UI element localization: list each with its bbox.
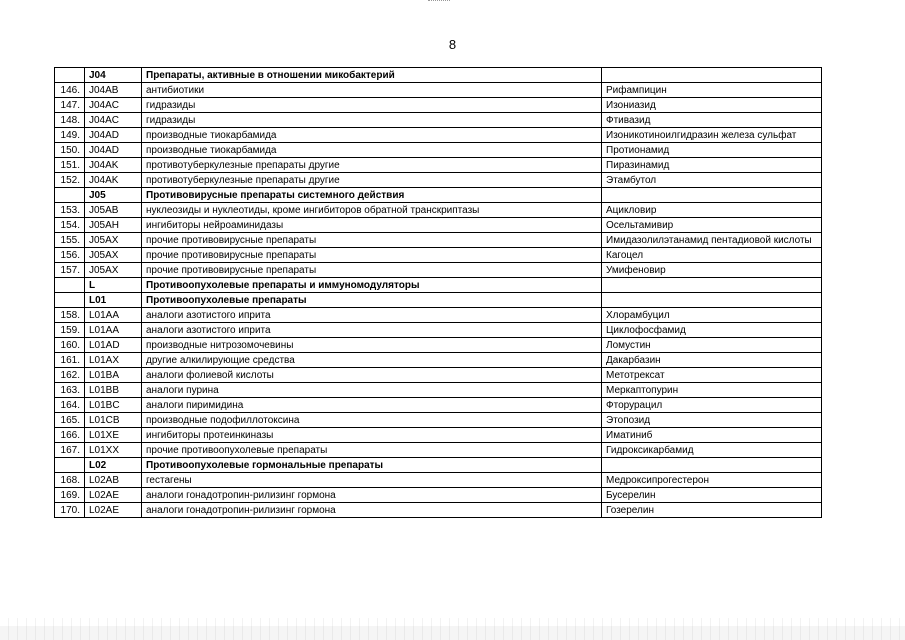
atc-code-cell: J05AX [85, 263, 142, 278]
table-row [55, 158, 822, 173]
drug-name-cell [602, 293, 822, 308]
group-name-cell: аналоги азотистого иприта [142, 308, 602, 323]
atc-code-cell: L01XX [85, 443, 142, 458]
row-number-cell: 159. [55, 323, 85, 338]
table-row [55, 413, 822, 428]
table-row [55, 383, 822, 398]
table-row [55, 398, 822, 413]
row-number-cell: 150. [55, 143, 85, 158]
drug-name-cell: Хлорамбуцил [602, 308, 822, 323]
group-header-row [55, 458, 822, 473]
table-row [55, 428, 822, 443]
row-number-cell: 147. [55, 98, 85, 113]
atc-code-cell: J05AX [85, 248, 142, 263]
group-name-cell: производные подофиллотоксина [142, 413, 602, 428]
atc-code-cell: J04AC [85, 113, 142, 128]
drug-name-cell: Изоникотиноилгидразин железа сульфат [602, 128, 822, 143]
atc-code-cell: L01AA [85, 308, 142, 323]
group-name-cell: аналоги азотистого иприта [142, 323, 602, 338]
atc-code-cell: J04 [85, 68, 142, 83]
row-number-cell: 153. [55, 203, 85, 218]
group-name-cell: Препараты, активные в отношении микобактерий [142, 68, 602, 83]
group-name-cell: гестагены [142, 473, 602, 488]
drug-name-cell: Этамбутол [602, 173, 822, 188]
row-number-cell: 157. [55, 263, 85, 278]
table-row [55, 353, 822, 368]
group-name-cell: прочие противовирусные препараты [142, 233, 602, 248]
row-number-cell: 169. [55, 488, 85, 503]
table-row [55, 368, 822, 383]
table-row [55, 98, 822, 113]
atc-code-cell: J04AD [85, 143, 142, 158]
table-row [55, 338, 822, 353]
row-number-cell: 168. [55, 473, 85, 488]
drug-name-cell: Имидазолилэтанамид пентадиовой кислоты [602, 233, 822, 248]
row-number-cell: 170. [55, 503, 85, 518]
drug-name-cell [602, 188, 822, 203]
drug-name-cell: Умифеновир [602, 263, 822, 278]
table-row [55, 173, 822, 188]
table-row [55, 503, 822, 518]
group-name-cell: аналоги пиримидина [142, 398, 602, 413]
atc-code-cell: L01AA [85, 323, 142, 338]
atc-code-cell: J04AC [85, 98, 142, 113]
group-name-cell: ингибиторы нейроаминидазы [142, 218, 602, 233]
table-row [55, 83, 822, 98]
table-body [55, 68, 822, 518]
row-number-cell: 152. [55, 173, 85, 188]
drug-name-cell: Ацикловир [602, 203, 822, 218]
table-row [55, 443, 822, 458]
table-row [55, 233, 822, 248]
group-name-cell: гидразиды [142, 98, 602, 113]
atc-code-cell: L01CB [85, 413, 142, 428]
group-name-cell: прочие противовирусные препараты [142, 263, 602, 278]
page-number: 8 [448, 37, 457, 52]
row-number-cell [55, 68, 85, 83]
row-number-cell [55, 278, 85, 293]
table-row [55, 143, 822, 158]
atc-code-cell: J05AX [85, 233, 142, 248]
drug-name-cell: Фторурацил [602, 398, 822, 413]
table-row [55, 248, 822, 263]
row-number-cell: 155. [55, 233, 85, 248]
row-number-cell: 165. [55, 413, 85, 428]
atc-code-cell: L01AX [85, 353, 142, 368]
scan-artifact-bottom [0, 618, 905, 640]
table-row [55, 263, 822, 278]
atc-code-cell: L01XE [85, 428, 142, 443]
group-name-cell: Противовирусные препараты системного действия [142, 188, 602, 203]
table-row [55, 203, 822, 218]
atc-code-cell: L [85, 278, 142, 293]
atc-code-cell: L01AD [85, 338, 142, 353]
row-number-cell: 164. [55, 398, 85, 413]
atc-code-cell: J04AK [85, 158, 142, 173]
atc-code-cell: L01BA [85, 368, 142, 383]
atc-code-cell: L02AB [85, 473, 142, 488]
table-row [55, 323, 822, 338]
drug-table [54, 67, 822, 518]
atc-code-cell: J04AK [85, 173, 142, 188]
row-number-cell: 156. [55, 248, 85, 263]
group-header-row [55, 68, 822, 83]
table-row [55, 488, 822, 503]
drug-name-cell: Изониазид [602, 98, 822, 113]
group-header-row [55, 188, 822, 203]
row-number-cell [55, 188, 85, 203]
row-number-cell: 146. [55, 83, 85, 98]
drug-name-cell: Метотрексат [602, 368, 822, 383]
group-name-cell: производные тиокарбамида [142, 143, 602, 158]
drug-name-cell: Кагоцел [602, 248, 822, 263]
row-number-cell: 148. [55, 113, 85, 128]
group-name-cell: противотуберкулезные препараты другие [142, 158, 602, 173]
drug-name-cell: Гидроксикарбамид [602, 443, 822, 458]
atc-code-cell: J04AD [85, 128, 142, 143]
table-row [55, 113, 822, 128]
group-name-cell: гидразиды [142, 113, 602, 128]
group-name-cell: производные тиокарбамида [142, 128, 602, 143]
scan-artifact-top [428, 0, 450, 7]
atc-code-cell: L02AE [85, 503, 142, 518]
row-number-cell: 161. [55, 353, 85, 368]
group-name-cell: производные нитрозомочевины [142, 338, 602, 353]
atc-code-cell: J05AH [85, 218, 142, 233]
table-row [55, 308, 822, 323]
row-number-cell: 154. [55, 218, 85, 233]
drug-name-cell: Медроксипрогестерон [602, 473, 822, 488]
drug-name-cell: Протионамид [602, 143, 822, 158]
group-name-cell: другие алкилирующие средства [142, 353, 602, 368]
group-header-row [55, 278, 822, 293]
group-header-row [55, 293, 822, 308]
drug-name-cell: Циклофосфамид [602, 323, 822, 338]
group-name-cell: нуклеозиды и нуклеотиды, кроме ингибиторов обратной транскриптазы [142, 203, 602, 218]
group-name-cell: аналоги гонадотропин-рилизинг гормона [142, 503, 602, 518]
row-number-cell: 151. [55, 158, 85, 173]
row-number-cell: 167. [55, 443, 85, 458]
atc-code-cell: J05AB [85, 203, 142, 218]
group-name-cell: прочие противоопухолевые препараты [142, 443, 602, 458]
atc-code-cell: J04AB [85, 83, 142, 98]
group-name-cell: ингибиторы протеинкиназы [142, 428, 602, 443]
row-number-cell: 166. [55, 428, 85, 443]
group-name-cell: аналоги пурина [142, 383, 602, 398]
row-number-cell: 158. [55, 308, 85, 323]
atc-code-cell: L01BB [85, 383, 142, 398]
drug-name-cell [602, 68, 822, 83]
atc-code-cell: J05 [85, 188, 142, 203]
row-number-cell: 162. [55, 368, 85, 383]
group-name-cell: Противоопухолевые гормональные препараты [142, 458, 602, 473]
atc-code-cell: L02 [85, 458, 142, 473]
table-row [55, 218, 822, 233]
drug-name-cell [602, 458, 822, 473]
group-name-cell: аналоги гонадотропин-рилизинг гормона [142, 488, 602, 503]
drug-name-cell: Ломустин [602, 338, 822, 353]
drug-name-cell [602, 278, 822, 293]
row-number-cell: 163. [55, 383, 85, 398]
row-number-cell [55, 458, 85, 473]
drug-name-cell: Фтивазид [602, 113, 822, 128]
drug-name-cell: Иматиниб [602, 428, 822, 443]
group-name-cell: противотуберкулезные препараты другие [142, 173, 602, 188]
table-row [55, 473, 822, 488]
table-row [55, 128, 822, 143]
drug-name-cell: Бусерелин [602, 488, 822, 503]
group-name-cell: прочие противовирусные препараты [142, 248, 602, 263]
atc-code-cell: L01 [85, 293, 142, 308]
row-number-cell [55, 293, 85, 308]
group-name-cell: Противоопухолевые препараты [142, 293, 602, 308]
drug-name-cell: Пиразинамид [602, 158, 822, 173]
drug-name-cell: Осельтамивир [602, 218, 822, 233]
row-number-cell: 160. [55, 338, 85, 353]
drug-name-cell: Рифампицин [602, 83, 822, 98]
group-name-cell: Противоопухолевые препараты и иммуномодуляторы [142, 278, 602, 293]
group-name-cell: аналоги фолиевой кислоты [142, 368, 602, 383]
drug-name-cell: Гозерелин [602, 503, 822, 518]
drug-name-cell: Дакарбазин [602, 353, 822, 368]
atc-code-cell: L02AE [85, 488, 142, 503]
row-number-cell: 149. [55, 128, 85, 143]
atc-code-cell: L01BC [85, 398, 142, 413]
group-name-cell: антибиотики [142, 83, 602, 98]
drug-name-cell: Меркаптопурин [602, 383, 822, 398]
drug-name-cell: Этопозид [602, 413, 822, 428]
